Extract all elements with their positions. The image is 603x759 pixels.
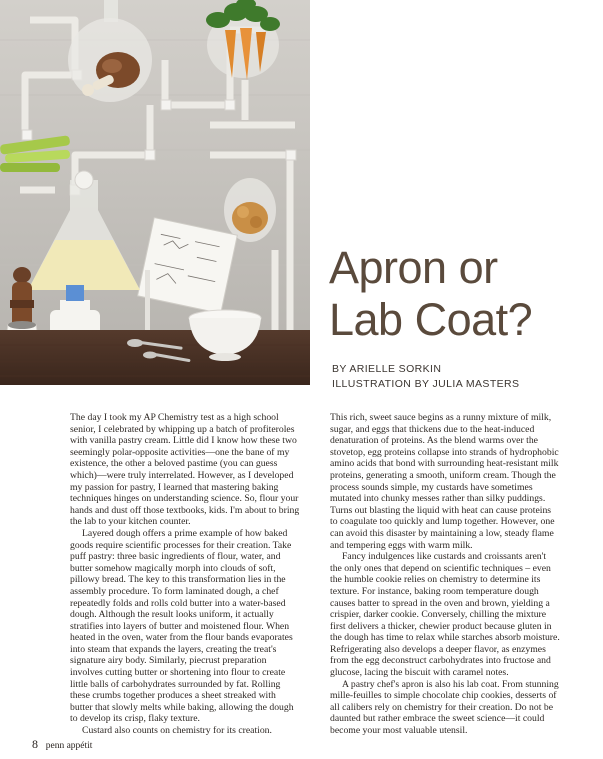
body-column-left [70,412,300,737]
page-footer [32,737,92,752]
title-line-2: Lab Coat? [329,294,533,345]
byline-illustrator: ILLUSTRATION BY JULIA MASTERS [332,378,520,390]
wooden-counter [0,330,310,385]
paragraph: A pastry chef's apron is also his lab coat. From stunning mille-feuilles to simple chocolate chip cookies, desserts of all calibers rely on chemistry for their creation. Do not be daunted but rather embrace the sweet science—it could become your most valuable utensil. [330,678,559,737]
paragraph: This rich, sweet sauce begins as a runny mixture of milk, sugar, and eggs that thickens due to the heat-induced denaturation of proteins. As the blend warms over the stovetop, egg proteins collapse into strands of hydrophobic amino acids that bond with surrounding heat-resistant milk proteins, generating a smooth, uniform cream. Though the process sounds simple, my custards have sometimes mutated into chunky messes rather than silky puddings. Turns out blasting the liquid with heat can cause proteins to coagulate too quickly and lump together. However, one can avoid this disaster by maintaining a low, steady flame and tempering eggs with warm milk. [330,412,559,551]
formula-paper [138,218,238,314]
paragraph: The day I took my AP Chemistry test as a high school senior, I celebrated by whipping up a batch of profiteroles with vanilla pastry cream. Little did I know how these two seemingly polar-opposite activities—one the bane of my existence, the other a beloved pastime (you can guess which)—were truly interrelated. However, as I developed my passion for pastry, I learned that mastering baking techniques hinges on understanding science. So, flour your hands and dust off those textbooks, kids. I'm about to bring the lab to your kitchen counter. [70,412,300,528]
cookie-jar [224,178,276,242]
byline [332,362,592,392]
paragraph: Custard also counts on chemistry for its creation. [82,725,272,737]
body-column-right [330,412,560,737]
title-line-1: Apron or [329,242,498,293]
byline-author: BY ARIELLE SORKIN [332,363,442,375]
cover-illustration [0,0,310,385]
paragraph: Fancy indulgences like custards and croissants aren't the only ones that depend on scientific techniques – even the humble cookie relies on chemistry to determine its texture. For instance, baking room temperature dough causes batter to spread in the oven and brown, yielding a crispier, darker cookie. Conversely, chilling the mixture first delivers a thicker, chewier product because gluten in the dough has time to relax while starches absorb moisture. Refrigerating also develops a deeper flavor, as enzymes from the egg deconstruct carbohydrates into fructose and glucose, lacing the biscuit with caramel notes. [330,551,560,679]
magazine-name: penn appétit [45,741,93,751]
page-number: 8 [32,737,38,751]
article-title [329,242,589,346]
paragraph: Layered dough offers a prime example of how baked goods require scientific processes for their creation. Take puff pastry: three basic ingredients of flour, water, and butter somehow magically morph into clouds of soft, pillowy bread. The key to this transformation lies in the assembly procedure. To form laminated dough, a chef repeatedly folds and rolls cold butter into a water-based dough. Although the result looks uniform, it actually stratifies into layers of butter and moistened flour. When heated in the oven, water from the flour bands evaporates into steam that expands the layers, creating the treat's signature airy body. Similarly, piecrust preparation involves cutting butter or shortening into flour to create little balls of carbohydrates surrounded by fat. Rolling these crumbs together produces a sheet streaked with butter that slowly melts while baking, allowing the dough to develop its crisp, flaky texture. [70,527,294,725]
